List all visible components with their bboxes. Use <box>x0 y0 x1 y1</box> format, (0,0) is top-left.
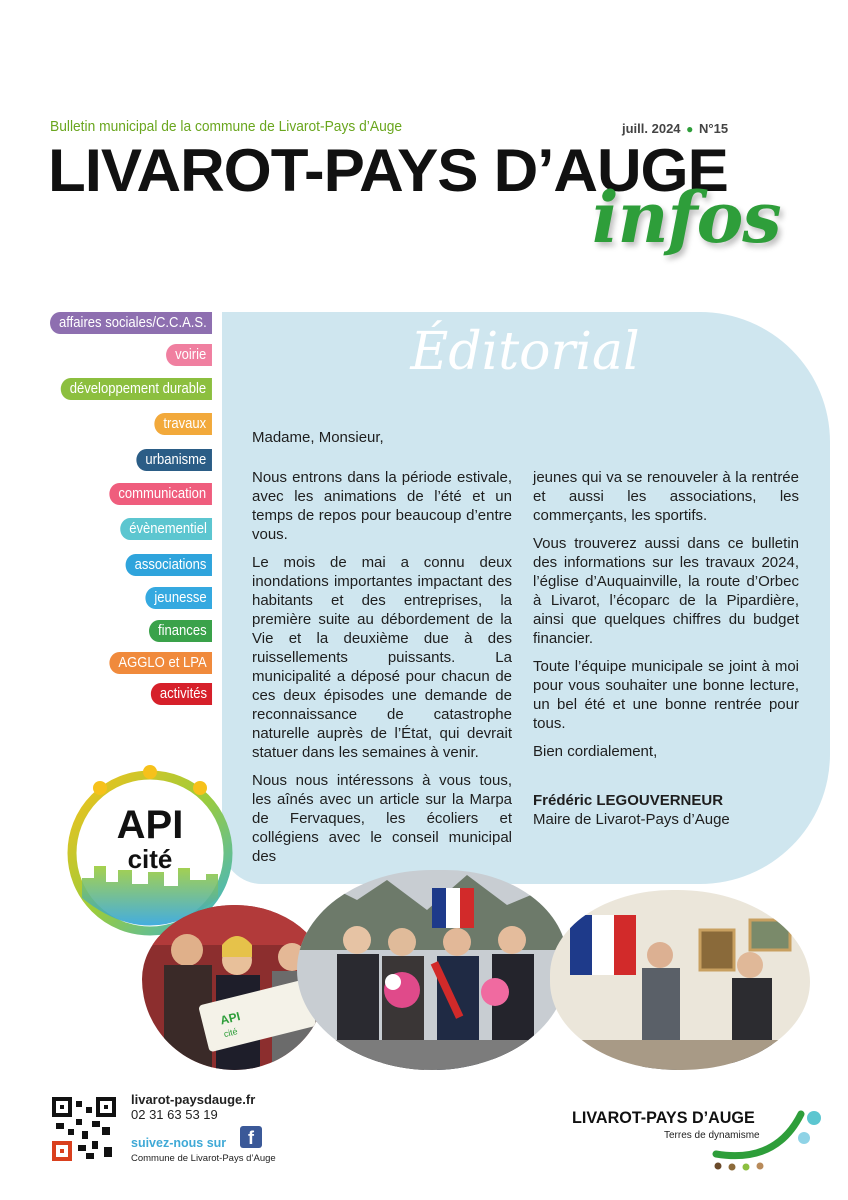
category-tab[interactable]: finances <box>149 620 212 642</box>
signature-name: Frédéric LEGOUVERNEUR <box>533 792 724 809</box>
issue-number: N°15 <box>699 121 729 136</box>
api-logo-word: API <box>116 803 184 847</box>
editorial-paragraph: Nous entrons dans la période estivale, avec les animations de l’été et un temps de repos pour beaucoup d’entre vous. <box>252 469 512 543</box>
editorial-paragraph: Vous trouverez aussi dans ce bulletin des informations sur les travaux 2024, l’église d’Auquainville, la route d’Orbec à Livarot, l’écoparc de la Pipardière, ainsi que quelques chiffres du budget financier. <box>533 535 799 647</box>
footer-phone: 02 31 63 53 19 <box>131 1107 218 1122</box>
facebook-icon[interactable]: f <box>240 1126 262 1148</box>
bulletin-subtitle: Bulletin municipal de la commune de Livarot-Pays d’Auge <box>50 118 403 135</box>
category-tab[interactable]: communication <box>110 483 212 505</box>
editorial-paragraph: jeunes qui va se renouveler à la rentrée et aussi les associations, les commerçants, les sportifs. <box>533 469 799 524</box>
editorial-column-1 <box>252 468 512 875</box>
masthead-title: LIVAROT-PAYS D’AUGE <box>48 137 728 204</box>
footer-logo-text: LIVAROT-PAYS D’AUGE <box>572 1108 755 1127</box>
category-tab[interactable]: associations <box>126 554 212 576</box>
dot-separator-icon: ● <box>686 122 694 136</box>
api-logo-subword: cité <box>127 844 173 874</box>
category-tab[interactable]: activités <box>150 683 212 705</box>
category-tab[interactable]: urbanisme <box>137 449 212 471</box>
editorial-salutation: Madame, Monsieur, <box>252 429 384 446</box>
category-tab[interactable]: voirie <box>166 344 212 366</box>
editorial-paragraph: Nous nous intéressons à vous tous, les aînés avec un article sur la Marpa de Fervaques, les écoliers et collégiens avec le conseil municipal des <box>252 772 512 865</box>
editorial-paragraph: Le mois de mai a connu deux inondations importantes impactant des habitants et des entreprises, la première suite au débordement de la Vie et la deuxième due à des ruissellements puissants. La municipalité a déposé pour chacun de ces deux épisodes une demande de reconnaissance de catastrophe naturelle auprès de l’État, qui devrait statuer dans les semaines à venir. <box>252 554 512 761</box>
signature-role: Maire de Livarot-Pays d’Auge <box>533 811 730 828</box>
award-sign-word: API <box>218 1009 242 1028</box>
photo-interior <box>550 890 810 1070</box>
category-tab[interactable]: évènementiel <box>120 518 212 540</box>
editorial-title: Éditorial <box>410 322 640 382</box>
category-tab[interactable]: jeunesse <box>145 587 212 609</box>
footer-commune-name: Commune de Livarot-Pays d’Auge <box>131 1153 276 1164</box>
category-tab[interactable]: AGGLO et LPA <box>109 652 212 674</box>
qr-code[interactable] <box>52 1097 116 1161</box>
issue-info <box>622 121 728 136</box>
footer-website-link[interactable]: livarot-paysdauge.fr <box>131 1092 256 1107</box>
editorial-column-2 <box>533 468 799 829</box>
category-tab[interactable]: affaires sociales/C.C.A.S. <box>50 312 212 334</box>
issue-date: juill. 2024 <box>622 121 681 136</box>
footer-follow-text: suivez-nous sur <box>131 1136 227 1150</box>
photo-ceremony <box>297 870 567 1070</box>
footer-tagline: Terres de dynamisme <box>664 1130 760 1141</box>
editorial-paragraph: Toute l’équipe municipale se joint à moi pour vous souhaiter une bonne lecture, un bel été et une bonne rentrée pour tous. <box>533 658 799 732</box>
masthead-infos: infos <box>592 176 781 259</box>
signature <box>533 791 799 829</box>
category-tab[interactable]: travaux <box>155 413 212 435</box>
category-tab[interactable]: développement durable <box>61 378 212 400</box>
editorial-paragraph: Bien cordialement, <box>533 743 658 760</box>
award-sign-subword: cité <box>222 1026 239 1040</box>
